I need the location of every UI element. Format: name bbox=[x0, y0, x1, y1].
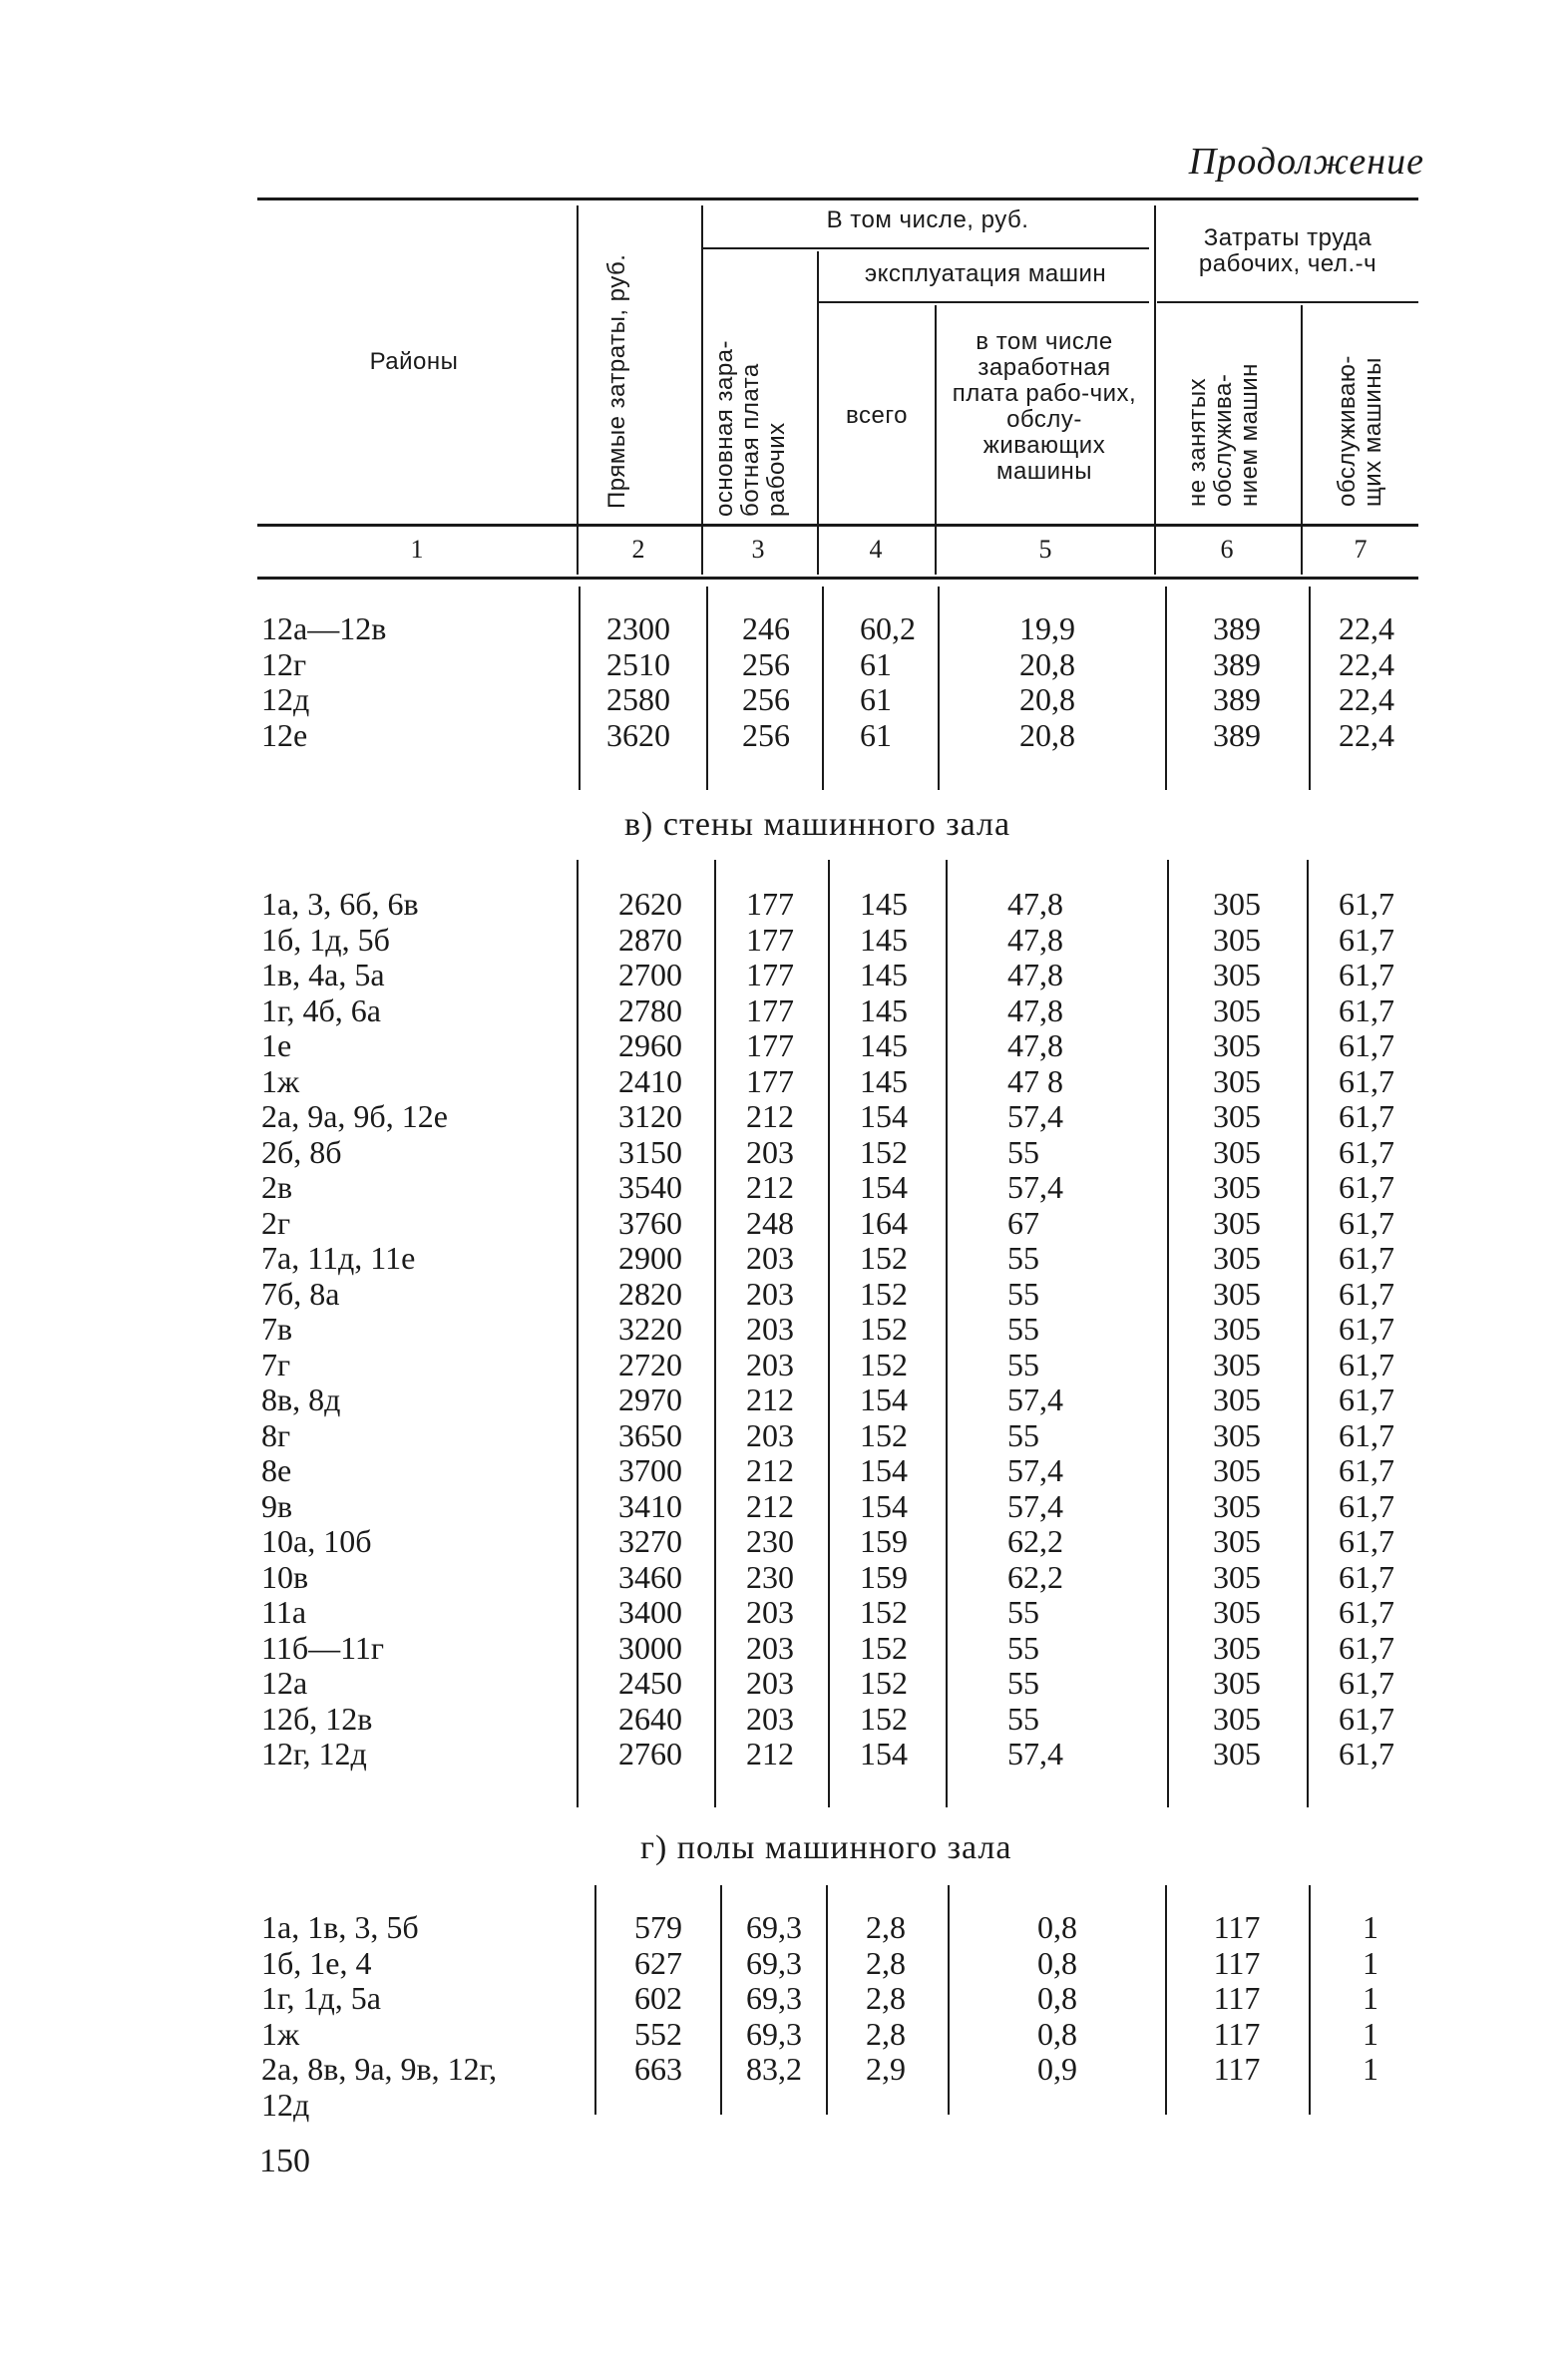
value-cell: 212 bbox=[746, 1452, 794, 1488]
value-cell: 2870 bbox=[618, 921, 682, 958]
col-number-1: 1 bbox=[410, 535, 424, 564]
value-cell: 305 bbox=[1213, 1346, 1261, 1382]
header-vline bbox=[701, 205, 703, 575]
value-cell: 62,2 bbox=[1007, 1558, 1063, 1595]
value-cell: 305 bbox=[1213, 1416, 1261, 1453]
section-b-vline bbox=[577, 860, 579, 1807]
value-cell: 305 bbox=[1213, 1169, 1261, 1205]
value-cell: 47,8 bbox=[1007, 957, 1063, 992]
region-cell: 1г, 4б, 6а bbox=[261, 991, 381, 1028]
value-cell: 0,8 bbox=[1037, 2015, 1077, 2052]
value-cell: 3220 bbox=[618, 1311, 682, 1347]
region-cell: 1б, 1д, 5б bbox=[261, 921, 390, 958]
value-cell: 256 bbox=[742, 681, 790, 717]
region-cell: 10а, 10б bbox=[261, 1523, 372, 1559]
value-cell: 305 bbox=[1213, 1594, 1261, 1630]
value-cell: 2620 bbox=[618, 886, 682, 922]
value-cell: 579 bbox=[634, 1909, 682, 1945]
value-cell: 256 bbox=[742, 645, 790, 682]
value-cell: 305 bbox=[1213, 1062, 1261, 1099]
value-cell: 305 bbox=[1213, 1311, 1261, 1347]
value-cell: 305 bbox=[1213, 1452, 1261, 1488]
value-cell: 20,8 bbox=[1019, 716, 1075, 753]
section-b-vline bbox=[1167, 860, 1169, 1807]
value-cell: 2970 bbox=[618, 1381, 682, 1417]
section-c-title: г) полы машинного зала bbox=[640, 1829, 1012, 1866]
value-cell: 2780 bbox=[618, 991, 682, 1028]
region-cell: 2г bbox=[261, 1204, 291, 1241]
region-cell: 10в bbox=[261, 1558, 309, 1595]
value-cell: 2,8 bbox=[866, 1909, 906, 1945]
value-cell: 177 bbox=[746, 921, 794, 958]
value-cell: 154 bbox=[860, 1169, 908, 1205]
section-c-vline bbox=[720, 1885, 722, 2115]
value-cell: 0,8 bbox=[1037, 1980, 1077, 2016]
value-cell: 1 bbox=[1363, 2051, 1378, 2087]
header-vline bbox=[1154, 205, 1156, 575]
value-cell: 22,4 bbox=[1339, 716, 1394, 753]
value-cell: 3150 bbox=[618, 1133, 682, 1170]
section-c-vline bbox=[594, 1885, 596, 2115]
value-cell: 152 bbox=[860, 1594, 908, 1630]
region-cell: 1а, 3, 6б, 6в bbox=[261, 886, 419, 922]
value-cell: 2640 bbox=[618, 1700, 682, 1737]
section-a-vline bbox=[822, 587, 824, 790]
region-cell: 1е bbox=[261, 1027, 292, 1063]
value-cell: 55 bbox=[1007, 1594, 1039, 1630]
value-cell: 19,9 bbox=[1019, 610, 1075, 646]
section-b-title: в) стены машинного зала bbox=[624, 806, 1011, 843]
value-cell: 61,7 bbox=[1339, 1381, 1394, 1417]
region-cell: 7а, 11д, 11е bbox=[261, 1240, 416, 1276]
value-cell: 305 bbox=[1213, 957, 1261, 992]
value-cell: 663 bbox=[634, 2051, 682, 2087]
value-cell: 61,7 bbox=[1339, 886, 1394, 922]
value-cell: 152 bbox=[860, 1311, 908, 1347]
section-a-vline bbox=[1309, 587, 1311, 790]
value-cell: 61 bbox=[860, 681, 892, 717]
value-cell: 47,8 bbox=[1007, 886, 1063, 922]
value-cell: 203 bbox=[746, 1700, 794, 1737]
value-cell: 177 bbox=[746, 1062, 794, 1099]
value-cell: 61,7 bbox=[1339, 1452, 1394, 1488]
value-cell: 3760 bbox=[618, 1204, 682, 1241]
region-cell: 1ж bbox=[261, 1062, 300, 1099]
value-cell: 3400 bbox=[618, 1594, 682, 1630]
col-number-6: 6 bbox=[1220, 535, 1234, 564]
header-labor-costs: Затраты труда рабочих, чел.-ч bbox=[1198, 224, 1377, 277]
value-cell: 212 bbox=[746, 1098, 794, 1134]
value-cell: 3000 bbox=[618, 1629, 682, 1666]
value-cell: 47 8 bbox=[1007, 1062, 1063, 1099]
region-cell: 7в bbox=[261, 1311, 293, 1347]
col-number-2: 2 bbox=[631, 535, 645, 564]
value-cell: 203 bbox=[746, 1629, 794, 1666]
value-cell: 164 bbox=[860, 1204, 908, 1241]
value-cell: 57,4 bbox=[1007, 1452, 1063, 1488]
section-b-vline bbox=[1307, 860, 1309, 1807]
value-cell: 152 bbox=[860, 1240, 908, 1276]
value-cell: 117 bbox=[1213, 1980, 1261, 2016]
header-total: всего bbox=[846, 402, 908, 429]
value-cell: 154 bbox=[860, 1381, 908, 1417]
value-cell: 61,7 bbox=[1339, 1736, 1394, 1771]
value-cell: 152 bbox=[860, 1665, 908, 1701]
value-cell: 152 bbox=[860, 1275, 908, 1312]
value-cell: 159 bbox=[860, 1558, 908, 1595]
value-cell: 230 bbox=[746, 1558, 794, 1595]
value-cell: 117 bbox=[1213, 1944, 1261, 1981]
value-cell: 55 bbox=[1007, 1665, 1039, 1701]
col-number-7: 7 bbox=[1354, 535, 1368, 564]
value-cell: 305 bbox=[1213, 1736, 1261, 1771]
value-cell: 0,8 bbox=[1037, 1944, 1077, 1981]
header-incl-wage-machine: в том числе заработная плата рабо-чих, обслу-живающих машины bbox=[952, 328, 1137, 485]
region-cell: 12а—12в bbox=[261, 610, 387, 646]
header-including-rub: В том числе, руб. bbox=[826, 206, 1029, 233]
region-cell: 12д bbox=[261, 2086, 310, 2123]
value-cell: 3700 bbox=[618, 1452, 682, 1488]
region-cell: 2в bbox=[261, 1169, 293, 1205]
value-cell: 152 bbox=[860, 1133, 908, 1170]
value-cell: 1 bbox=[1363, 1944, 1378, 1981]
value-cell: 57,4 bbox=[1007, 1381, 1063, 1417]
value-cell: 256 bbox=[742, 716, 790, 753]
colnum-bottom-rule bbox=[257, 577, 1418, 580]
value-cell: 305 bbox=[1213, 1098, 1261, 1134]
value-cell: 55 bbox=[1007, 1311, 1039, 1347]
value-cell: 152 bbox=[860, 1416, 908, 1453]
section-b-vline bbox=[946, 860, 948, 1807]
value-cell: 152 bbox=[860, 1629, 908, 1666]
value-cell: 57,4 bbox=[1007, 1487, 1063, 1524]
value-cell: 61,7 bbox=[1339, 1700, 1394, 1737]
col-number-5: 5 bbox=[1038, 535, 1052, 564]
value-cell: 2700 bbox=[618, 957, 682, 992]
region-cell: 11а bbox=[261, 1594, 307, 1630]
region-cell: 12д bbox=[261, 681, 310, 717]
region-cell: 12б, 12в bbox=[261, 1700, 373, 1737]
value-cell: 305 bbox=[1213, 1027, 1261, 1063]
section-c-vline bbox=[826, 1885, 828, 2115]
value-cell: 2410 bbox=[618, 1062, 682, 1099]
value-cell: 61,7 bbox=[1339, 1346, 1394, 1382]
value-cell: 248 bbox=[746, 1204, 794, 1241]
region-cell: 1ж bbox=[261, 2015, 300, 2052]
value-cell: 1 bbox=[1363, 1980, 1378, 2016]
value-cell: 177 bbox=[746, 991, 794, 1028]
value-cell: 2,8 bbox=[866, 1944, 906, 1981]
region-cell: 2а, 8в, 9а, 9в, 12г, bbox=[261, 2051, 498, 2087]
value-cell: 2450 bbox=[618, 1665, 682, 1701]
table-top-rule bbox=[257, 197, 1418, 200]
value-cell: 2300 bbox=[606, 610, 670, 646]
value-cell: 305 bbox=[1213, 1487, 1261, 1524]
value-cell: 145 bbox=[860, 886, 908, 922]
value-cell: 61,7 bbox=[1339, 1169, 1394, 1205]
header-regions: Районы bbox=[369, 348, 459, 375]
region-cell: 8г bbox=[261, 1416, 291, 1453]
value-cell: 145 bbox=[860, 921, 908, 958]
header-vline bbox=[935, 305, 937, 575]
header-not-servicing: не занятых обслужива-нием машин bbox=[1184, 363, 1263, 507]
value-cell: 3410 bbox=[618, 1487, 682, 1524]
region-cell: 1в, 4а, 5а bbox=[261, 957, 385, 992]
value-cell: 212 bbox=[746, 1736, 794, 1771]
value-cell: 145 bbox=[860, 991, 908, 1028]
value-cell: 61,7 bbox=[1339, 1204, 1394, 1241]
value-cell: 212 bbox=[746, 1169, 794, 1205]
value-cell: 305 bbox=[1213, 1204, 1261, 1241]
value-cell: 0,9 bbox=[1037, 2051, 1077, 2087]
value-cell: 3540 bbox=[618, 1169, 682, 1205]
continuation-label: Продолжение bbox=[1188, 141, 1424, 183]
section-c-vline bbox=[948, 1885, 950, 2115]
value-cell: 61,7 bbox=[1339, 1098, 1394, 1134]
section-a-vline bbox=[938, 587, 940, 790]
value-cell: 57,4 bbox=[1007, 1169, 1063, 1205]
value-cell: 22,4 bbox=[1339, 610, 1394, 646]
header-direct-costs: Прямые затраты, руб. bbox=[603, 253, 630, 509]
value-cell: 154 bbox=[860, 1452, 908, 1488]
value-cell: 83,2 bbox=[746, 2051, 802, 2087]
header-vline bbox=[577, 205, 579, 575]
value-cell: 203 bbox=[746, 1346, 794, 1382]
header-vline bbox=[817, 251, 819, 575]
region-cell: 12а bbox=[261, 1665, 308, 1701]
value-cell: 177 bbox=[746, 957, 794, 992]
value-cell: 55 bbox=[1007, 1629, 1039, 1666]
region-cell: 7г bbox=[261, 1346, 291, 1382]
region-cell: 7б, 8а bbox=[261, 1275, 340, 1312]
value-cell: 305 bbox=[1213, 1523, 1261, 1559]
value-cell: 389 bbox=[1213, 681, 1261, 717]
value-cell: 145 bbox=[860, 1027, 908, 1063]
region-cell: 1б, 1е, 4 bbox=[261, 1944, 372, 1981]
value-cell: 61,7 bbox=[1339, 1629, 1394, 1666]
value-cell: 389 bbox=[1213, 645, 1261, 682]
value-cell: 61,7 bbox=[1339, 1062, 1394, 1099]
header-rule-labor bbox=[1157, 301, 1418, 303]
region-cell: 11б—11г bbox=[261, 1629, 385, 1666]
value-cell: 305 bbox=[1213, 1133, 1261, 1170]
value-cell: 230 bbox=[746, 1523, 794, 1559]
value-cell: 305 bbox=[1213, 1240, 1261, 1276]
value-cell: 203 bbox=[746, 1416, 794, 1453]
value-cell: 47,8 bbox=[1007, 991, 1063, 1028]
value-cell: 552 bbox=[634, 2015, 682, 2052]
header-vline bbox=[1301, 305, 1303, 575]
section-a-vline bbox=[579, 587, 581, 790]
value-cell: 203 bbox=[746, 1133, 794, 1170]
value-cell: 305 bbox=[1213, 1275, 1261, 1312]
header-machine-operation: эксплуатация машин bbox=[864, 260, 1107, 287]
value-cell: 3620 bbox=[606, 716, 670, 753]
value-cell: 0,8 bbox=[1037, 1909, 1077, 1945]
value-cell: 61,7 bbox=[1339, 1275, 1394, 1312]
value-cell: 305 bbox=[1213, 921, 1261, 958]
value-cell: 61,7 bbox=[1339, 1523, 1394, 1559]
value-cell: 2,9 bbox=[866, 2051, 906, 2087]
value-cell: 55 bbox=[1007, 1416, 1039, 1453]
value-cell: 177 bbox=[746, 1027, 794, 1063]
section-a-vline bbox=[1165, 587, 1167, 790]
value-cell: 152 bbox=[860, 1700, 908, 1737]
value-cell: 154 bbox=[860, 1736, 908, 1771]
region-cell: 9в bbox=[261, 1487, 293, 1524]
value-cell: 389 bbox=[1213, 610, 1261, 646]
value-cell: 69,3 bbox=[746, 1980, 802, 2016]
value-cell: 305 bbox=[1213, 1665, 1261, 1701]
value-cell: 61,7 bbox=[1339, 1027, 1394, 1063]
value-cell: 61,7 bbox=[1339, 1133, 1394, 1170]
value-cell: 60,2 bbox=[860, 610, 916, 646]
value-cell: 55 bbox=[1007, 1133, 1039, 1170]
value-cell: 61,7 bbox=[1339, 1311, 1394, 1347]
value-cell: 602 bbox=[634, 1980, 682, 2016]
value-cell: 69,3 bbox=[746, 2015, 802, 2052]
value-cell: 61,7 bbox=[1339, 1416, 1394, 1453]
region-cell: 2а, 9а, 9б, 12е bbox=[261, 1098, 448, 1134]
section-a-vline bbox=[706, 587, 708, 790]
region-cell: 2б, 8б bbox=[261, 1133, 342, 1170]
value-cell: 57,4 bbox=[1007, 1736, 1063, 1771]
value-cell: 61 bbox=[860, 645, 892, 682]
value-cell: 212 bbox=[746, 1381, 794, 1417]
value-cell: 159 bbox=[860, 1523, 908, 1559]
value-cell: 2,8 bbox=[866, 1980, 906, 2016]
value-cell: 20,8 bbox=[1019, 645, 1075, 682]
value-cell: 22,4 bbox=[1339, 681, 1394, 717]
value-cell: 3460 bbox=[618, 1558, 682, 1595]
value-cell: 61 bbox=[860, 716, 892, 753]
value-cell: 117 bbox=[1213, 2051, 1261, 2087]
value-cell: 61,7 bbox=[1339, 1665, 1394, 1701]
value-cell: 62,2 bbox=[1007, 1523, 1063, 1559]
value-cell: 1 bbox=[1363, 2015, 1378, 2052]
value-cell: 55 bbox=[1007, 1275, 1039, 1312]
value-cell: 61,7 bbox=[1339, 1487, 1394, 1524]
value-cell: 3120 bbox=[618, 1098, 682, 1134]
value-cell: 22,4 bbox=[1339, 645, 1394, 682]
value-cell: 177 bbox=[746, 886, 794, 922]
header-base-wage: основная зара-ботная плата рабочих bbox=[711, 339, 790, 517]
value-cell: 2820 bbox=[618, 1275, 682, 1312]
value-cell: 2510 bbox=[606, 645, 670, 682]
value-cell: 305 bbox=[1213, 1381, 1261, 1417]
value-cell: 154 bbox=[860, 1098, 908, 1134]
region-cell: 1а, 1в, 3, 5б bbox=[261, 1909, 419, 1945]
value-cell: 67 bbox=[1007, 1204, 1039, 1241]
value-cell: 212 bbox=[746, 1487, 794, 1524]
section-c-vline bbox=[1309, 1885, 1311, 2115]
value-cell: 203 bbox=[746, 1240, 794, 1276]
value-cell: 305 bbox=[1213, 991, 1261, 1028]
value-cell: 203 bbox=[746, 1665, 794, 1701]
value-cell: 246 bbox=[742, 610, 790, 646]
value-cell: 3270 bbox=[618, 1523, 682, 1559]
region-cell: 12г bbox=[261, 645, 307, 682]
value-cell: 47,8 bbox=[1007, 921, 1063, 958]
value-cell: 2760 bbox=[618, 1736, 682, 1771]
value-cell: 61,7 bbox=[1339, 1594, 1394, 1630]
value-cell: 2580 bbox=[606, 681, 670, 717]
value-cell: 61,7 bbox=[1339, 1240, 1394, 1276]
value-cell: 305 bbox=[1213, 1700, 1261, 1737]
header-rule-including bbox=[702, 247, 1149, 249]
value-cell: 152 bbox=[860, 1346, 908, 1382]
header-bottom-rule bbox=[257, 524, 1418, 527]
header-servicing: обслуживаю-щих машины bbox=[1334, 355, 1386, 507]
value-cell: 61,7 bbox=[1339, 1558, 1394, 1595]
col-number-3: 3 bbox=[751, 535, 765, 564]
value-cell: 61,7 bbox=[1339, 921, 1394, 958]
value-cell: 69,3 bbox=[746, 1944, 802, 1981]
value-cell: 154 bbox=[860, 1487, 908, 1524]
value-cell: 145 bbox=[860, 1062, 908, 1099]
header-rule-machines bbox=[818, 301, 1149, 303]
section-c-vline bbox=[1165, 1885, 1167, 2115]
value-cell: 203 bbox=[746, 1311, 794, 1347]
value-cell: 3650 bbox=[618, 1416, 682, 1453]
value-cell: 2,8 bbox=[866, 2015, 906, 2052]
region-cell: 12е bbox=[261, 716, 308, 753]
value-cell: 117 bbox=[1213, 2015, 1261, 2052]
value-cell: 305 bbox=[1213, 886, 1261, 922]
value-cell: 20,8 bbox=[1019, 681, 1075, 717]
value-cell: 305 bbox=[1213, 1558, 1261, 1595]
col-number-4: 4 bbox=[869, 535, 883, 564]
value-cell: 203 bbox=[746, 1275, 794, 1312]
value-cell: 61,7 bbox=[1339, 991, 1394, 1028]
value-cell: 55 bbox=[1007, 1346, 1039, 1382]
value-cell: 57,4 bbox=[1007, 1098, 1063, 1134]
value-cell: 2900 bbox=[618, 1240, 682, 1276]
value-cell: 2720 bbox=[618, 1346, 682, 1382]
value-cell: 55 bbox=[1007, 1700, 1039, 1737]
value-cell: 145 bbox=[860, 957, 908, 992]
value-cell: 1 bbox=[1363, 1909, 1378, 1945]
value-cell: 55 bbox=[1007, 1240, 1039, 1276]
region-cell: 1г, 1д, 5а bbox=[261, 1980, 381, 2016]
value-cell: 389 bbox=[1213, 716, 1261, 753]
region-cell: 8е bbox=[261, 1452, 292, 1488]
section-b-vline bbox=[828, 860, 830, 1807]
region-cell: 12г, 12д bbox=[261, 1736, 367, 1771]
value-cell: 2960 bbox=[618, 1027, 682, 1063]
section-b-vline bbox=[714, 860, 716, 1807]
page-number: 150 bbox=[259, 2143, 310, 2179]
value-cell: 305 bbox=[1213, 1629, 1261, 1666]
value-cell: 203 bbox=[746, 1594, 794, 1630]
region-cell: 8в, 8д bbox=[261, 1381, 341, 1417]
value-cell: 61,7 bbox=[1339, 957, 1394, 992]
value-cell: 117 bbox=[1213, 1909, 1261, 1945]
value-cell: 627 bbox=[634, 1944, 682, 1981]
value-cell: 69,3 bbox=[746, 1909, 802, 1945]
value-cell: 47,8 bbox=[1007, 1027, 1063, 1063]
